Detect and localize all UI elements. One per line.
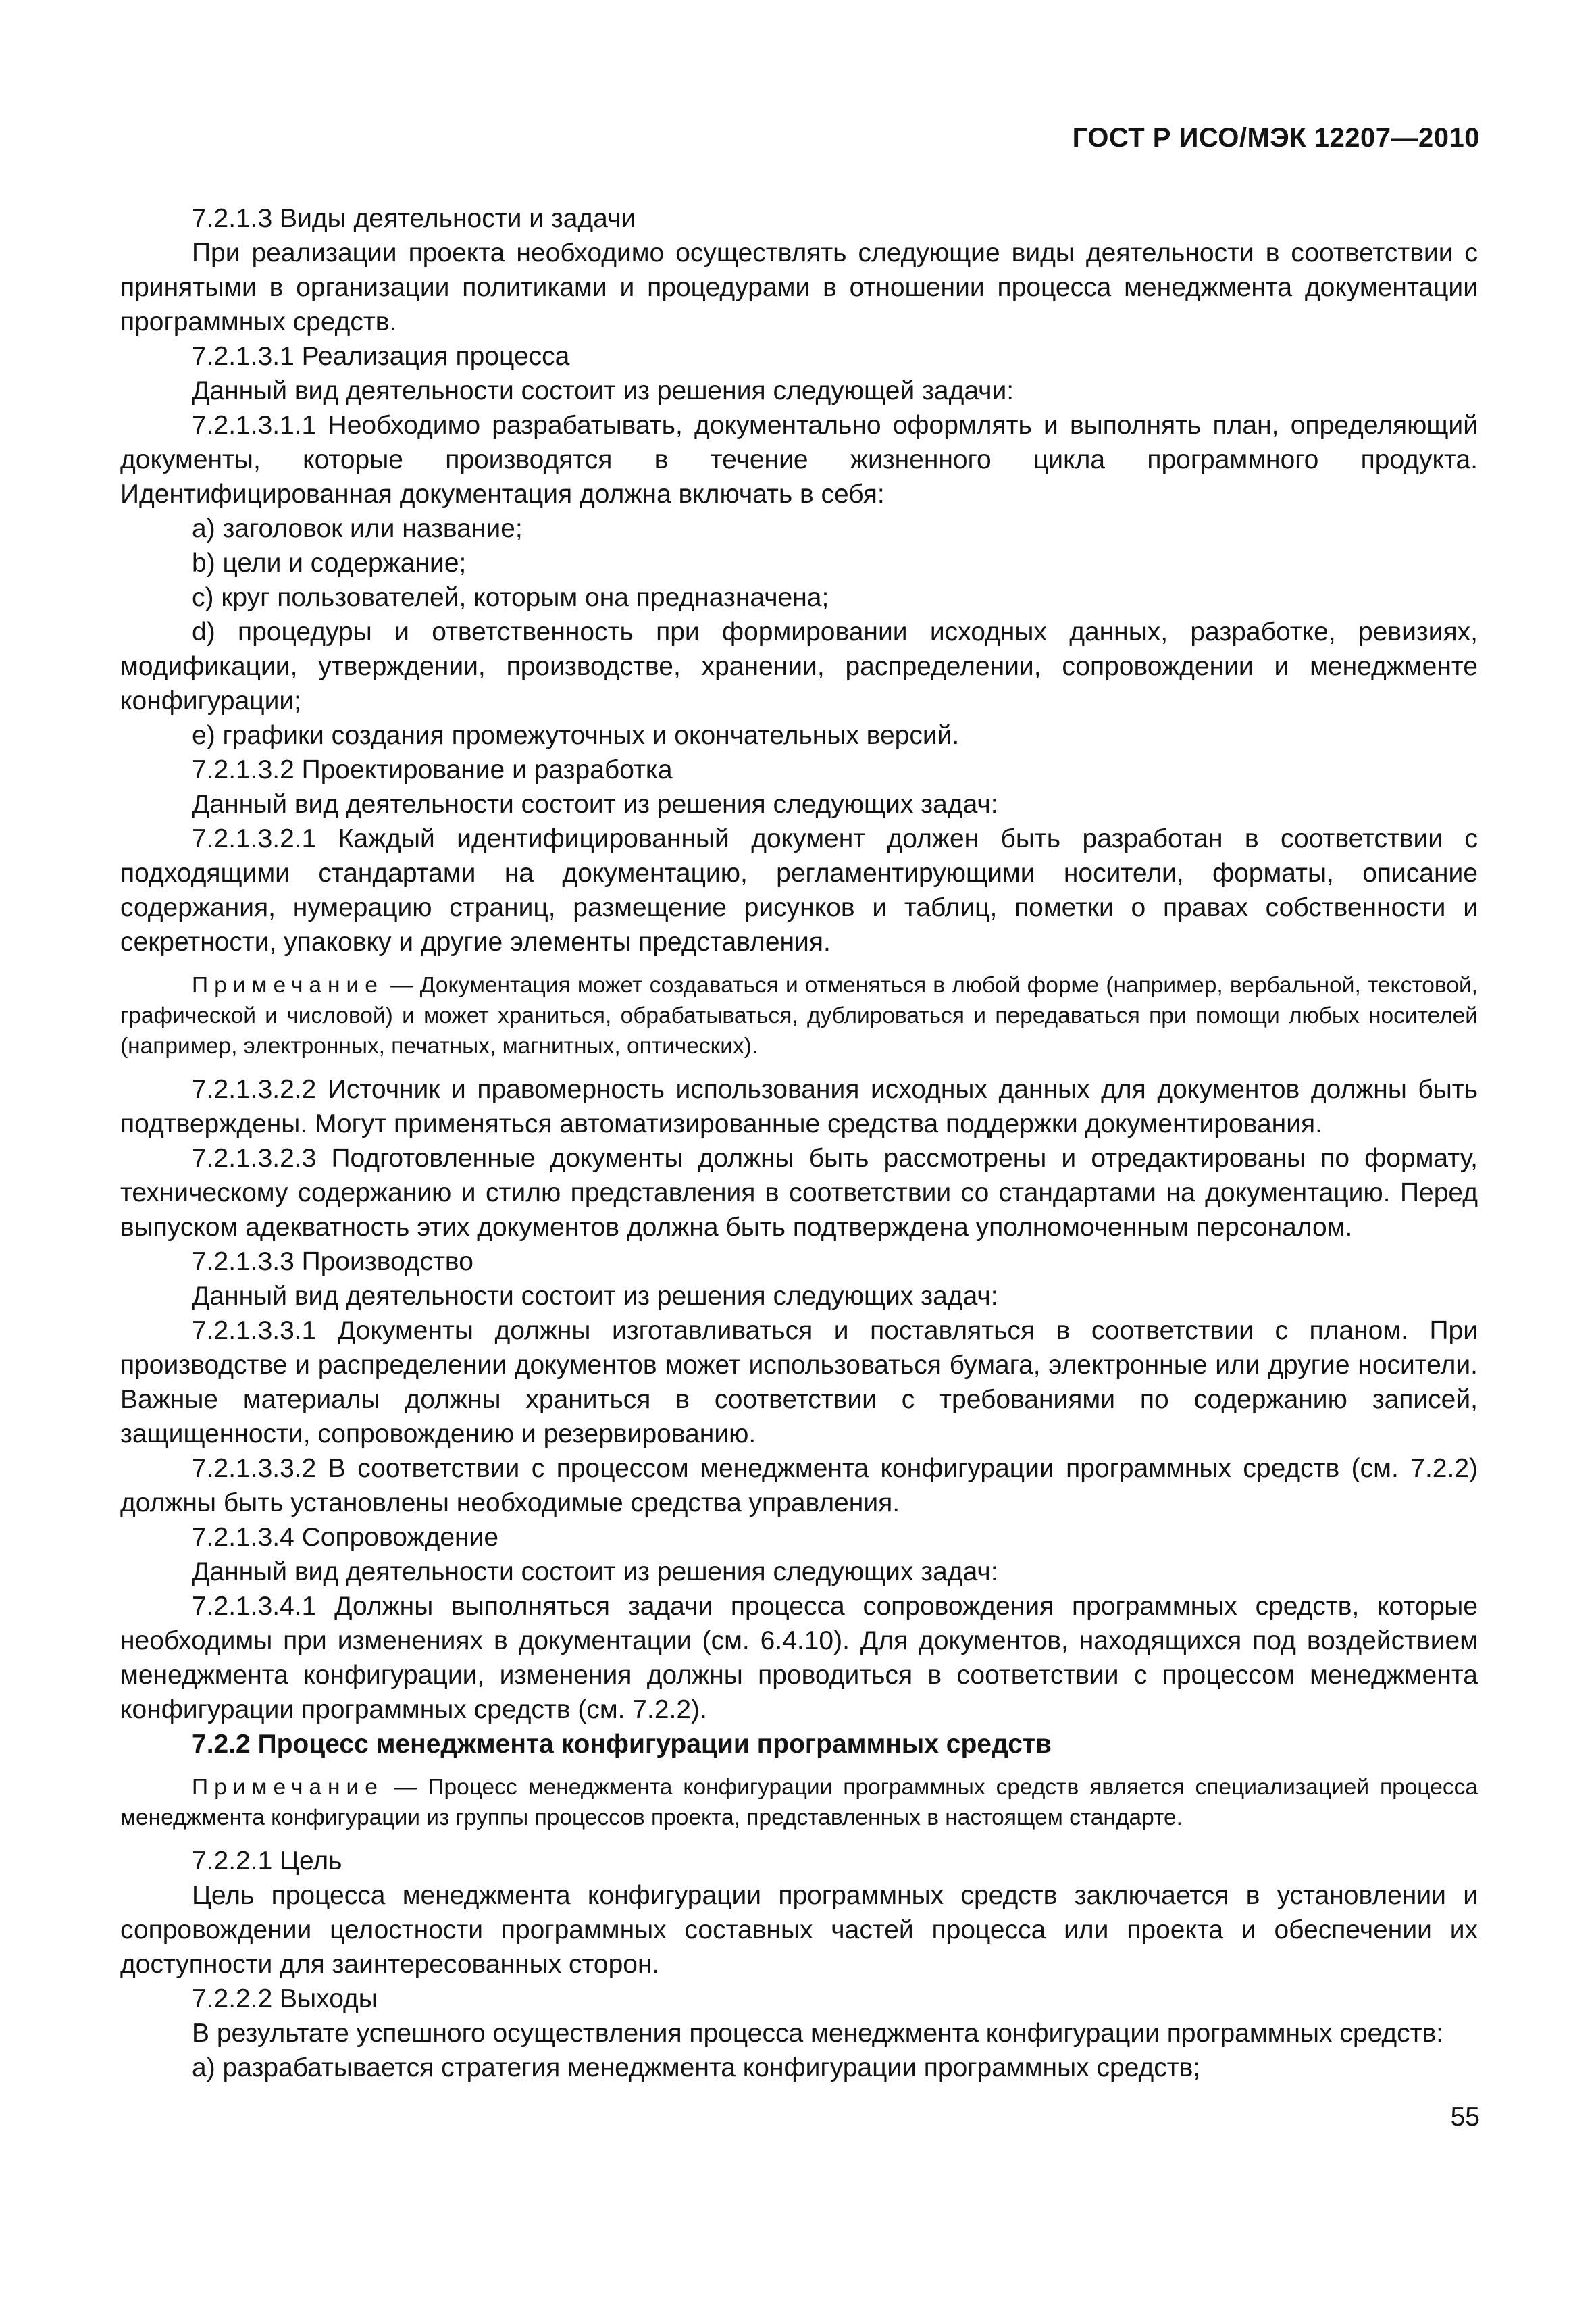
paragraph: При реализации проекта необходимо осуществлять следующие виды деятельности в соответствии с принятыми в организации политиками и процедурами в отношении процесса менеджмента документации программных средств. <box>120 238 1478 336</box>
section-heading: 7.2.2 Процесс менеджмента конфигурации программных средств <box>192 1730 1052 1759</box>
paragraph: Данный вид деятельности состоит из решения следующих задач: <box>192 1282 998 1311</box>
paragraph: 7.2.1.3.4 Сопровождение <box>192 1523 499 1552</box>
list-item: c) круг пользователей, которым она предназначена; <box>192 583 829 612</box>
note-label: Примечание <box>192 1775 384 1800</box>
paragraph: 7.2.1.3.3.2 В соответствии с процессом менеджмента конфигурации программных средств (см. 7.2.2) должны быть установлены необходимые средства управления. <box>120 1454 1478 1517</box>
document-header: ГОСТ Р ИСО/МЭК 12207—2010 <box>1072 123 1480 153</box>
paragraph: 7.2.1.3.2.1 Каждый идентифицированный документ должен быть разработан в соответствии с подходящими стандартами на документацию, регламентирующими носители, форматы, описание содержания, нумерацию страниц, размещение рисунков и таблиц, пометки о правах собственности и секретности, упаковку и другие элементы представления. <box>120 824 1478 957</box>
list-item: a) заголовок или название; <box>192 514 523 543</box>
paragraph: 7.2.2.2 Выходы <box>192 1984 378 2013</box>
paragraph: 7.2.1.3.4.1 Должны выполняться задачи процесса сопровождения программных средств, которые необходимы при изменениях в документации (см. 6.4.10). Для документов, находящихся под воздействием менеджмента конфигурации, изменения должны проводиться в соответствии с процессом менеджмента конфигурации программных средств (см. 7.2.2). <box>120 1592 1478 1724</box>
page-content <box>120 201 1478 2085</box>
note-text: — Документация может создаваться и отменяться в любой форме (например, вербальной, текстовой, графической и числовой) и может храниться, обрабатываться, дублироваться и передаваться при помощи любых носителей (например, электронных, печатных, магнитных, оптических). <box>120 973 1478 1059</box>
paragraph: Цель процесса менеджмента конфигурации программных средств заключается в установлении и сопровождении целостности программных составных частей процесса или проекта и обеспечении их доступности для заинтересованных сторон. <box>120 1881 1478 1979</box>
paragraph: 7.2.1.3.1.1 Необходимо разрабатывать, документально оформлять и выполнять план, определяющий документы, которые производятся в течение жизненного цикла программного продукта. Идентифицированная документация должна включать в себя: <box>120 411 1478 509</box>
paragraph: Данный вид деятельности состоит из решения следующих задач: <box>192 1557 998 1586</box>
note-block <box>120 1772 1478 1833</box>
paragraph: 7.2.1.3.2.3 Подготовленные документы должны быть рассмотрены и отредактированы по формату, техническому содержанию и стилю представления в соответствии со стандартами на документацию. Перед выпуском адекватность этих документов должна быть подтверждена уполномоченным персоналом. <box>120 1144 1478 1242</box>
paragraph: 7.2.1.3.3 Производство <box>192 1247 473 1276</box>
paragraph: В результате успешного осуществления процесса менеджмента конфигурации программных средств: <box>192 2019 1444 2048</box>
list-item: e) графики создания промежуточных и окончательных версий. <box>192 721 960 750</box>
list-item: d) процедуры и ответственность при формировании исходных данных, разработке, ревизиях, модификации, утверждении, производстве, хранении, распределении, сопровождении и менеджменте конфигурации; <box>120 618 1478 715</box>
paragraph: 7.2.1.3.1 Реализация процесса <box>192 342 570 371</box>
paragraph: 7.2.1.3.2 Проектирование и разработка <box>192 755 673 784</box>
paragraph: 7.2.1.3 Виды деятельности и задачи <box>192 204 636 233</box>
note-text: — Процесс менеджмента конфигурации программных средств является специализацией процесса менеджмента конфигурации из группы процессов проекта, представленных в настоящем стандарте. <box>120 1775 1478 1830</box>
note-label: Примечание <box>192 973 384 998</box>
page-number: 55 <box>1450 2103 1480 2132</box>
note-block <box>120 970 1478 1061</box>
paragraph: Данный вид деятельности состоит из решения следующих задач: <box>192 790 998 819</box>
list-item: a) разрабатывается стратегия менеджмента конфигурации программных средств; <box>192 2053 1201 2082</box>
paragraph: 7.2.1.3.2.2 Источник и правомерность использования исходных данных для документов должны быть подтверждены. Могут применяться автоматизированные средства поддержки документирования. <box>120 1075 1478 1138</box>
list-item: b) цели и содержание; <box>192 549 467 578</box>
paragraph: Данный вид деятельности состоит из решения следующей задачи: <box>192 376 1014 405</box>
paragraph: 7.2.1.3.3.1 Документы должны изготавливаться и поставляться в соответствии с планом. При производстве и распределении документов может использоваться бумага, электронные или другие носители. Важные материалы должны храниться в соответствии с требованиями по содержанию записей, защищенности, сопровождению и резервированию. <box>120 1316 1478 1449</box>
paragraph: 7.2.2.1 Цель <box>192 1846 342 1876</box>
